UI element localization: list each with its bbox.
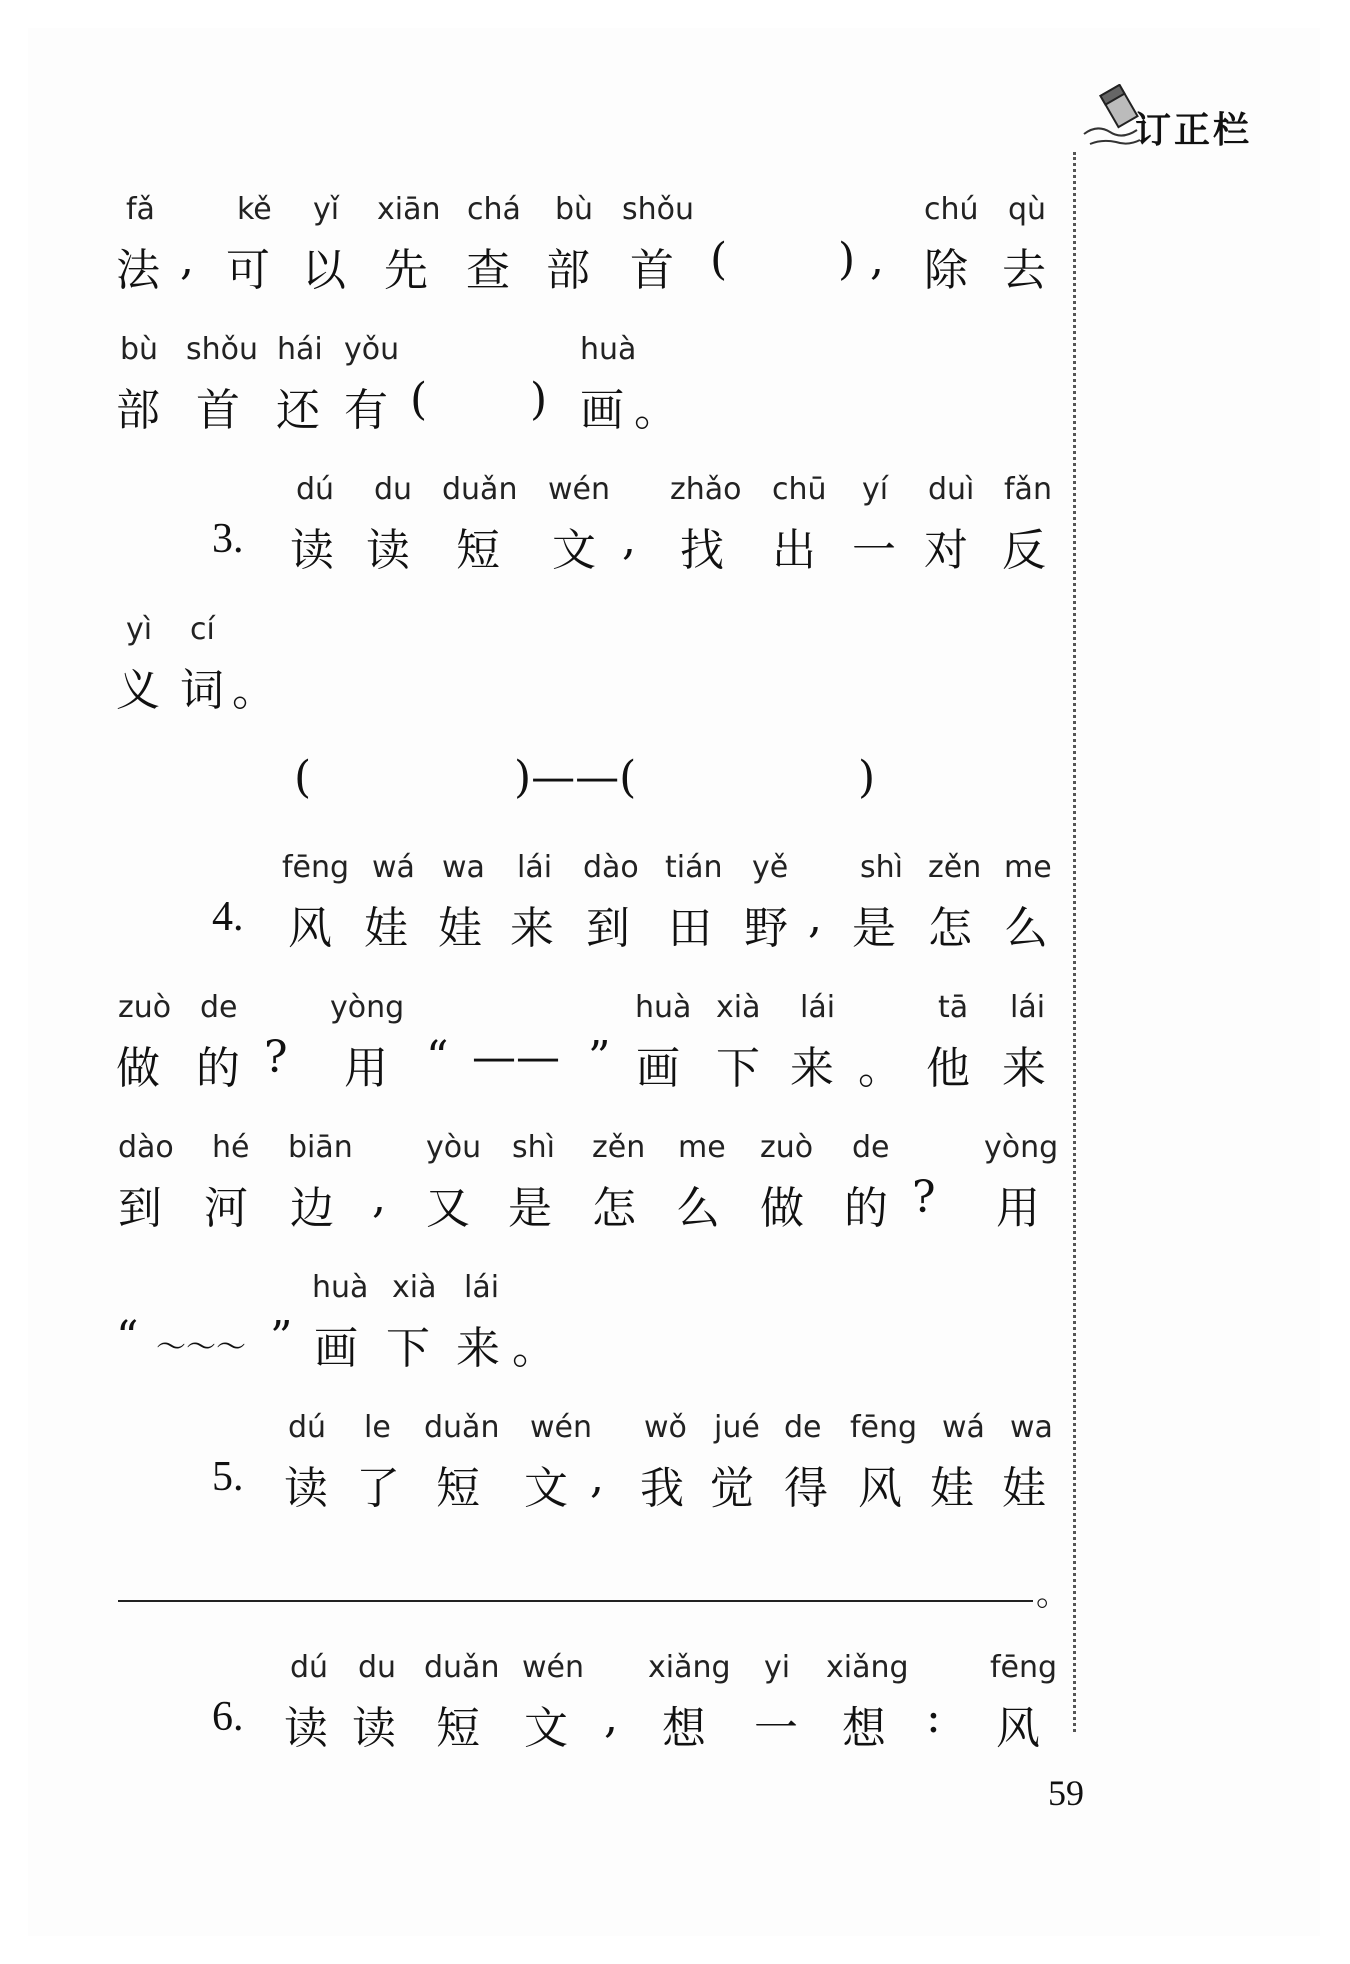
hanzi: , [870, 234, 884, 285]
pinyin: duǎn [442, 472, 518, 507]
pinyin: le [364, 1410, 391, 1445]
pinyin: zěn [592, 1130, 646, 1165]
pinyin: de [200, 990, 238, 1025]
hanzi: 首 [196, 385, 240, 436]
question-number: 5. [212, 1454, 244, 1500]
pinyin: wǒ [644, 1410, 687, 1445]
pinyin: de [852, 1130, 890, 1165]
hanzi: , [604, 1692, 618, 1743]
hanzi: 。 [512, 1323, 556, 1374]
pinyin: wén [530, 1410, 593, 1445]
hanzi: : [926, 1692, 941, 1743]
hanzi: , [372, 1172, 386, 1223]
pinyin: tā [938, 990, 969, 1025]
pinyin: lái [517, 850, 553, 885]
hanzi: 来 [790, 1043, 834, 1094]
hanzi: 画 [580, 385, 624, 436]
pinyin: huà [635, 990, 692, 1025]
pinyin: dú [290, 1650, 329, 1685]
pinyin: xiǎng [648, 1650, 731, 1685]
hanzi: 下 [716, 1043, 760, 1094]
hanzi: 风 [996, 1703, 1040, 1754]
hanzi: 下 [386, 1323, 430, 1374]
hanzi: , [622, 514, 636, 565]
hanzi: 文 [524, 1703, 568, 1754]
hanzi: 出 [772, 525, 816, 576]
hanzi: 到 [118, 1183, 162, 1234]
pinyin: chú [924, 192, 979, 227]
hanzi: 反 [1002, 525, 1046, 576]
hanzi: 河 [204, 1183, 248, 1234]
hanzi: 的 [196, 1043, 240, 1094]
hanzi: 词 [180, 665, 224, 716]
dotted-divider [1073, 152, 1076, 1732]
correction-column-label: 订正栏 [1135, 110, 1253, 151]
answer-blank-mid: )——( [514, 752, 637, 803]
pinyin: duǎn [424, 1410, 500, 1445]
answer-blank-left: ( [294, 752, 312, 803]
pinyin: me [678, 1130, 726, 1165]
hanzi: , [180, 234, 194, 285]
page-number: 59 [1048, 1773, 1084, 1813]
hanzi: ” [270, 1312, 293, 1363]
pinyin: fēng [990, 1650, 1058, 1685]
pinyin: wén [548, 472, 611, 507]
hanzi: 想 [662, 1703, 706, 1754]
pinyin: shǒu [622, 192, 695, 227]
pinyin: du [374, 472, 413, 507]
pinyin: duǎn [424, 1650, 500, 1685]
hanzi: 我 [640, 1463, 684, 1514]
pinyin: fǎ [126, 192, 155, 227]
hanzi: 到 [586, 903, 630, 954]
hanzi: 短 [456, 525, 500, 576]
hanzi: ? [264, 1032, 288, 1083]
question-number: 4. [212, 894, 244, 940]
pinyin: hái [277, 332, 323, 367]
pinyin: xiǎng [826, 1650, 909, 1685]
pinyin: xià [392, 1270, 437, 1305]
hanzi: 短 [436, 1463, 480, 1514]
hanzi: 法 [116, 245, 160, 296]
pinyin: dào [118, 1130, 174, 1165]
pinyin: lái [1010, 990, 1046, 1025]
hanzi: 读 [352, 1703, 396, 1754]
hanzi: 文 [552, 525, 596, 576]
hanzi: 一 [852, 525, 896, 576]
hanzi: 做 [116, 1043, 160, 1094]
hanzi: 用 [996, 1183, 1040, 1234]
pinyin: huà [580, 332, 637, 367]
hanzi: 么 [676, 1183, 720, 1234]
hanzi: , [590, 1452, 604, 1503]
pinyin: yǐ [313, 192, 340, 227]
pinyin: wa [442, 850, 485, 885]
hanzi: 。 [634, 385, 678, 436]
pinyin: wén [522, 1650, 585, 1685]
pinyin: lái [464, 1270, 500, 1305]
pinyin: chū [772, 472, 827, 507]
pinyin: fēng [850, 1410, 918, 1445]
hanzi: “ [116, 1312, 139, 1363]
hanzi: 是 [508, 1183, 552, 1234]
pinyin: yí [862, 472, 889, 507]
hanzi: 风 [288, 903, 332, 954]
hanzi: 风 [858, 1463, 902, 1514]
hanzi: 的 [844, 1183, 888, 1234]
pinyin: xià [716, 990, 761, 1025]
hanzi: 读 [284, 1463, 328, 1514]
hanzi: 读 [284, 1703, 328, 1754]
answer-line[interactable] [118, 1600, 1033, 1602]
hanzi: 怎 [928, 903, 972, 954]
pinyin: shǒu [186, 332, 259, 367]
hanzi: 来 [456, 1323, 500, 1374]
question-number: 6. [212, 1694, 244, 1740]
pinyin: lái [800, 990, 836, 1025]
pinyin: yǒu [344, 332, 400, 367]
hanzi: 了 [356, 1463, 400, 1514]
question-number: 3. [212, 516, 244, 562]
hanzi: 田 [668, 903, 712, 954]
paren-open: ( [410, 374, 428, 425]
hanzi: 娃 [364, 903, 408, 954]
hanzi: 有 [344, 385, 388, 436]
period: 。 [1036, 1574, 1070, 1614]
hanzi: 边 [290, 1183, 334, 1234]
hanzi: 是 [852, 903, 896, 954]
hanzi: 么 [1004, 903, 1048, 954]
hanzi: 还 [276, 385, 320, 436]
hanzi: ? [912, 1172, 936, 1223]
hanzi: 画 [636, 1043, 680, 1094]
hanzi: 娃 [930, 1463, 974, 1514]
pinyin: yì [126, 612, 153, 647]
pinyin: yě [752, 850, 789, 885]
pinyin: dú [296, 472, 335, 507]
pinyin: me [1004, 850, 1052, 885]
hanzi: 。 [858, 1043, 902, 1094]
hanzi: “ [426, 1032, 449, 1083]
pinyin: wá [942, 1410, 985, 1445]
pinyin: bù [120, 332, 159, 367]
hanzi: 去 [1002, 245, 1046, 296]
hanzi: 。 [232, 665, 276, 716]
pinyin: chá [467, 192, 521, 227]
pinyin: huà [312, 1270, 369, 1305]
hanzi: 首 [630, 245, 674, 296]
wavy-line-mark: ～～～ [156, 1330, 246, 1365]
hanzi: 读 [290, 525, 334, 576]
hanzi: 短 [436, 1703, 480, 1754]
hanzi: 来 [1002, 1043, 1046, 1094]
pinyin: fēng [282, 850, 350, 885]
hanzi: 觉 [710, 1463, 754, 1514]
hanzi: 对 [924, 525, 968, 576]
pinyin: dú [288, 1410, 327, 1445]
pinyin: hé [212, 1130, 250, 1165]
hanzi: 读 [366, 525, 410, 576]
pinyin: wá [372, 850, 415, 885]
eraser-pencil-icon [1082, 84, 1142, 154]
hanzi: 先 [384, 245, 428, 296]
pinyin: jué [714, 1410, 760, 1445]
hanzi: 得 [784, 1463, 828, 1514]
pinyin: zhǎo [670, 472, 742, 507]
pinyin: dào [583, 850, 639, 885]
pinyin: yi [764, 1650, 791, 1685]
hanzi: 画 [314, 1323, 358, 1374]
pinyin: biān [288, 1130, 353, 1165]
hanzi: 来 [510, 903, 554, 954]
pinyin: shì [860, 850, 903, 885]
pinyin: du [358, 1650, 397, 1685]
pinyin: de [784, 1410, 822, 1445]
pinyin: yòu [426, 1130, 482, 1165]
paren-close: ) [838, 234, 856, 285]
paren-open: ( [710, 234, 728, 285]
hanzi: 文 [524, 1463, 568, 1514]
pinyin: yòng [330, 990, 405, 1025]
pinyin: shì [512, 1130, 555, 1165]
hanzi: 又 [426, 1183, 470, 1234]
hanzi: 用 [344, 1043, 388, 1094]
hanzi: 做 [760, 1183, 804, 1234]
hanzi: 查 [466, 245, 510, 296]
pinyin: tián [665, 850, 723, 885]
straight-line-mark: —— [472, 1032, 560, 1083]
pinyin: cí [190, 612, 215, 647]
hanzi: 除 [924, 245, 968, 296]
hanzi: 以 [302, 245, 346, 296]
hanzi: 义 [116, 665, 160, 716]
hanzi: 野 [744, 903, 788, 954]
pinyin: fǎn [1004, 472, 1052, 507]
hanzi: 一 [754, 1703, 798, 1754]
hanzi: , [808, 892, 822, 943]
pinyin: qù [1008, 192, 1047, 227]
hanzi: 找 [680, 525, 724, 576]
pinyin: wa [1010, 1410, 1053, 1445]
hanzi: 想 [842, 1703, 886, 1754]
hanzi: 部 [116, 385, 160, 436]
hanzi: ” [588, 1032, 611, 1083]
pinyin: xiān [377, 192, 441, 227]
hanzi: 他 [926, 1043, 970, 1094]
pinyin: zuò [118, 990, 172, 1025]
hanzi: 娃 [1002, 1463, 1046, 1514]
hanzi: 怎 [592, 1183, 636, 1234]
paren-close: ) [530, 374, 548, 425]
answer-blank-right: ) [858, 752, 876, 803]
pinyin: bù [555, 192, 594, 227]
pinyin: zuò [760, 1130, 814, 1165]
pinyin: zěn [928, 850, 982, 885]
pinyin: kě [237, 192, 272, 227]
pinyin: duì [928, 472, 975, 507]
hanzi: 可 [226, 245, 270, 296]
hanzi: 娃 [438, 903, 482, 954]
hanzi: 部 [546, 245, 590, 296]
pinyin: yòng [984, 1130, 1059, 1165]
